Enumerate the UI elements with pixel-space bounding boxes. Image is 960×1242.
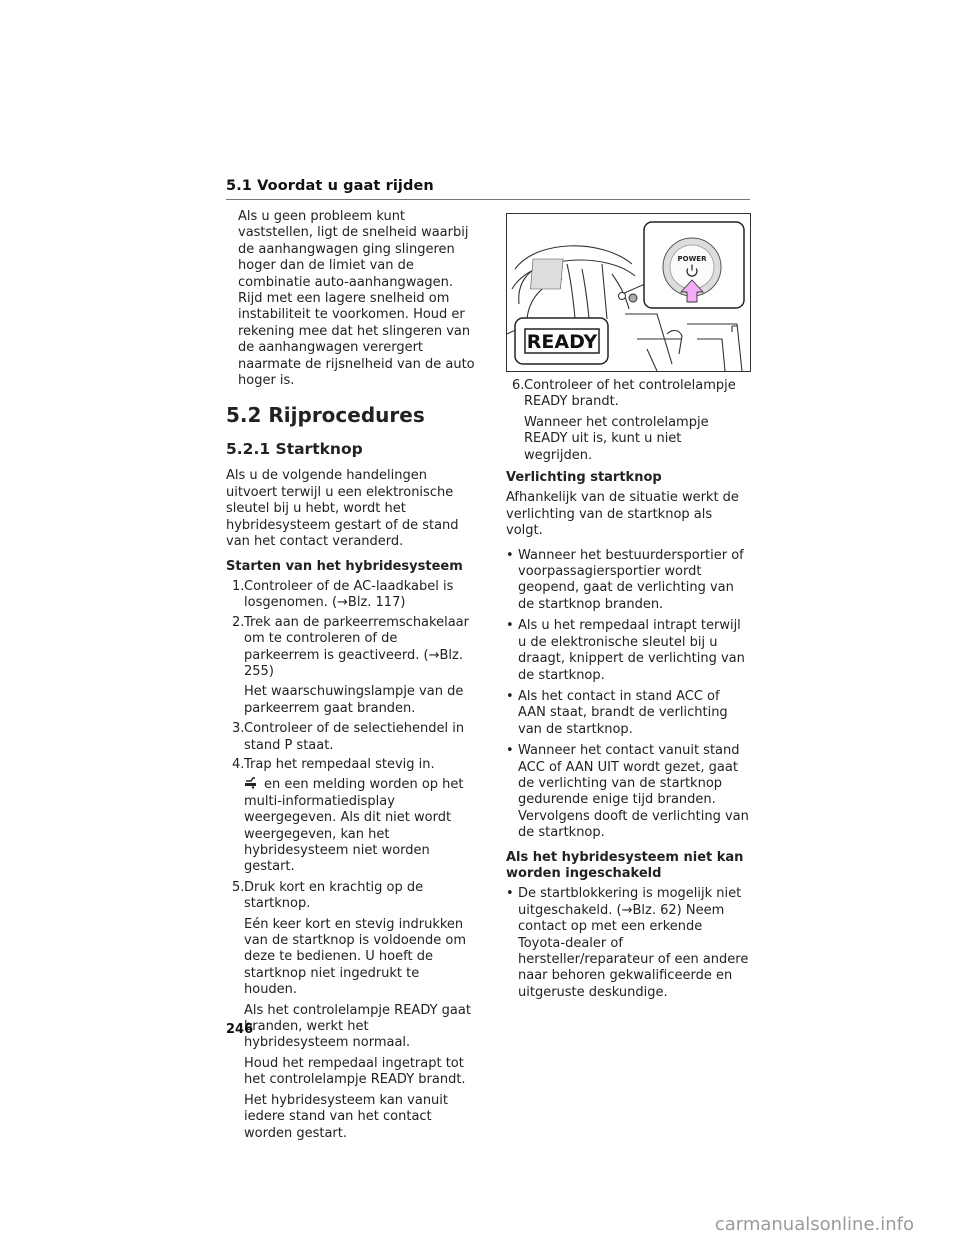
step-text: Controleer of de selectiehendel in stand P staat. [244, 721, 465, 753]
section-title: 5.2 Rijprocedures [226, 403, 425, 428]
button-lighting-heading: Verlichting startknop [506, 470, 662, 486]
step-note: Houd het rempedaal ingetrapt tot het controlelampje READY brandt. [244, 1055, 466, 1088]
bullet-icon: • [506, 886, 514, 902]
step-text: Druk kort en krachtig op de startknop. [244, 879, 424, 912]
list-item-text: Wanneer het bestuurdersportier of voorpassagiersportier wordt geopend, gaat de verlichting van de startknop branden. [518, 547, 744, 612]
step-note: Het waarschuwingslampje van de parkeerrem gaat branden. [244, 684, 464, 716]
dashboard-drawing [507, 214, 750, 371]
left-column [226, 209, 476, 1148]
step-number: 3. [232, 721, 245, 737]
step-item [226, 579, 476, 612]
brake-indicator-icon [244, 777, 258, 789]
list-item-text: Wanneer het contact vanuit stand ACC of AAN UIT wordt gezet, gaat de verlichting van de startknop gedurende enige tijd branden. Vervolgens dooft de verlichting van de startknop. [518, 743, 749, 841]
step-text: Trek aan de parkeerremschakelaar om te controleren of de parkeerrem is geactiveerd. (→Blz. 255) [244, 614, 469, 679]
power-button-illustration [506, 213, 751, 372]
step-item [506, 378, 751, 411]
step-number: 5. [232, 879, 245, 895]
step-item [226, 721, 476, 754]
cannot-start-list [506, 886, 751, 1001]
right-column [506, 378, 751, 1009]
cannot-start-heading: Als het hybridesysteem niet kan worden ingeschakeld [506, 849, 744, 881]
step-item [226, 757, 476, 773]
step-number: 6. [512, 378, 525, 393]
list-item-text: Als het contact in stand ACC of AAN staat, brandt de verlichting van de startknop. [518, 688, 728, 737]
list-item [506, 548, 751, 614]
page-header [226, 178, 750, 200]
button-lighting-lead: Afhankelijk van de situatie werkt de verlichting van de startknop als volgt. [506, 490, 739, 539]
step-note-text: en een melding worden op het multi-informatiedisplay weergegeven. Als dit niet wordt weergegeven, kan het hybridesysteem niet worden gestart. [244, 777, 464, 875]
step-note: Wanneer het controlelampje READY uit is, kunt u niet wegrijden. [524, 414, 709, 463]
startknop-lead-paragraph: Als u de volgende handelingen uitvoert terwijl u een elektronische sleutel bij u hebt, wordt het hybridesysteem gestart of de stand van het contact veranderd. [226, 468, 459, 550]
button-lighting-list [506, 548, 751, 842]
step-note: Het hybridesysteem kan vanuit iedere stand van het contact worden gestart. [244, 1092, 449, 1141]
list-item [506, 618, 751, 684]
step-number: 1. [232, 578, 245, 594]
bullet-icon: • [506, 618, 514, 634]
step-text: Controleer of de AC-laadkabel is losgenomen. (→Blz. 117) [244, 578, 454, 611]
list-item [506, 886, 751, 1001]
step-number: 4. [232, 756, 245, 772]
step-text: Trap het rempedaal stevig in. [244, 756, 435, 772]
step-number: 2. [232, 614, 245, 630]
step-note [226, 777, 476, 875]
power-button-label: POWER [677, 255, 707, 263]
trailer-intro-paragraph: Als u geen probleem kunt vaststellen, ligt de snelheid waarbij de aanhangwagen ging slingeren hoger dan de limiet van de combinatie auto-aanhangwagen. Rijd met een lagere snelheid om instabiliteit te voorkomen. Houd er rekening mee dat het slingeren van de aanhangwagen verergert naarmate de rijsnelheid van de auto hoger is. [238, 209, 475, 389]
step-text: Controleer of het controlelampje READY brandt. [524, 378, 736, 410]
chapter-title: 5.1 Voordat u gaat rijden [226, 178, 434, 194]
step-item [226, 880, 476, 913]
start-steps-list-continued [506, 378, 751, 464]
list-item [506, 689, 751, 738]
header-divider [226, 199, 750, 200]
watermark: carmanualsonline.info [714, 1214, 914, 1235]
step-note: Eén keer kort en stevig indrukken van de startknop is voldoende om deze te bedienen. U hoeft de startknop niet ingedrukt te houden. [244, 916, 467, 998]
ready-indicator-label: READY [526, 331, 598, 353]
bullet-icon: • [506, 743, 514, 759]
step-note: Als het controlelampje READY gaat branden, werkt het hybridesysteem normaal. [244, 1002, 471, 1051]
list-item [506, 743, 751, 841]
start-procedure-heading: Starten van het hybridesysteem [226, 558, 463, 574]
bullet-icon: • [506, 547, 514, 563]
bullet-icon: • [506, 688, 514, 704]
start-steps-list [226, 579, 476, 1142]
list-item-text: De startblokkering is mogelijk niet uitgeschakeld. (→Blz. 62) Neem contact op met een erkende Toyota-dealer of hersteller/reparateur of een andere naar behoren gekwalificeerde en uitgeruste deskundige. [518, 886, 749, 1000]
list-item-text: Als u het rempedaal intrapt terwijl u de elektronische sleutel bij u draagt, knippert de verlichting van de startknop. [518, 618, 745, 683]
page-number: 246 [226, 1022, 254, 1037]
step-item [226, 615, 476, 681]
subsection-title: 5.2.1 Startknop [226, 440, 363, 459]
